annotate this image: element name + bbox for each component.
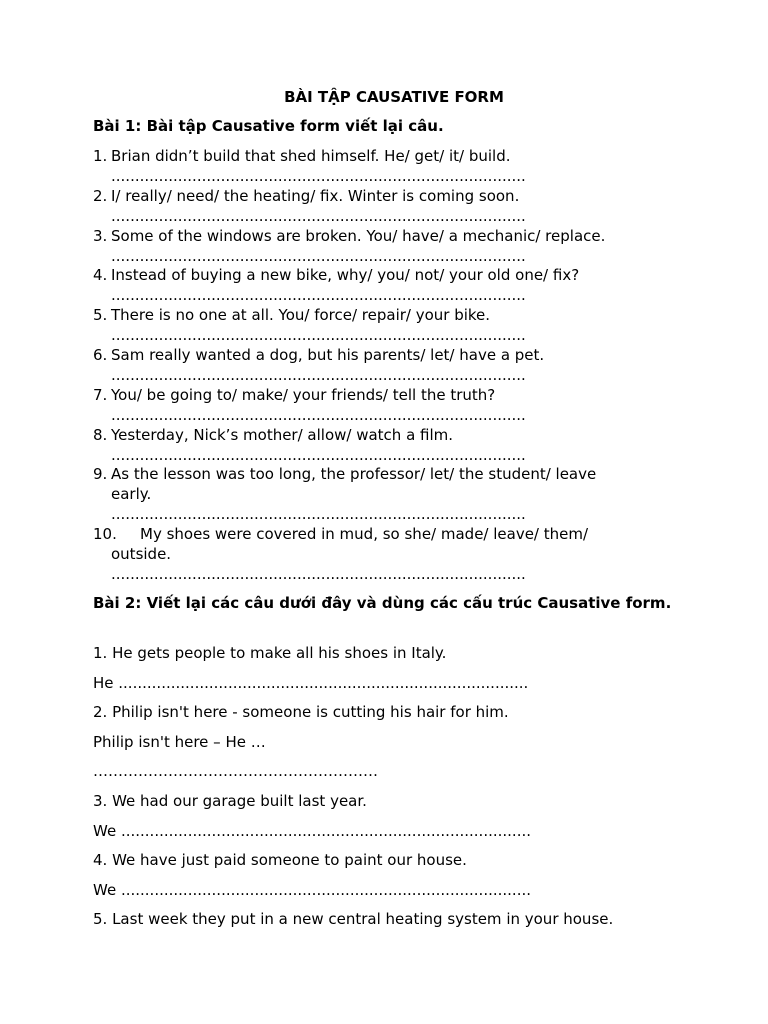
item-text: Sam really wanted a dog, but his parents/ let/ have a pet. xyxy=(111,346,545,364)
item-text: There is no one at all. You/ force/ repair/ your bike. xyxy=(111,306,491,324)
item-number: 10. xyxy=(93,525,117,543)
item-text: Yesterday, Nick’s mother/ allow/ watch a film. xyxy=(111,426,454,444)
item-text: Brian didn’t build that shed himself. He/ get/ it/ build. xyxy=(111,147,511,165)
exercise-line: 1. He gets people to make all his shoes in Italy. xyxy=(93,644,447,662)
page-title: BÀI TẬP CAUSATIVE FORM xyxy=(284,88,504,106)
exercise-line: 3. We had our garage built last year. xyxy=(93,792,367,810)
answer-dots: ………………………………………………… xyxy=(93,762,378,780)
item-number: 2. xyxy=(93,187,108,205)
section1-heading: Bài 1: Bài tập Causative form viết lại câu. xyxy=(93,117,444,135)
item-text: You/ be going to/ make/ your friends/ tell the truth? xyxy=(111,386,496,404)
answer-line: He ...................................................................................... xyxy=(93,674,529,692)
answer-dots: ....................................................................................... xyxy=(111,565,526,583)
item-number: 5. xyxy=(93,306,108,324)
section2-heading: Bài 2: Viết lại các câu dưới đây và dùng các cấu trúc Causative form. xyxy=(93,594,672,612)
answer-dots: ....................................................................................... xyxy=(111,406,526,424)
answer-dots: ....................................................................................... xyxy=(111,326,526,344)
item-number: 9. xyxy=(93,465,108,483)
answer-line: Philip isn't here – He … xyxy=(93,733,266,751)
item-number: 3. xyxy=(93,227,108,245)
item-number: 8. xyxy=(93,426,108,444)
item-text-continued: outside. xyxy=(111,545,172,563)
item-text: Some of the windows are broken. You/ have/ a mechanic/ replace. xyxy=(111,227,606,245)
answer-line: We ...................................................................................... xyxy=(93,822,532,840)
answer-dots: ....................................................................................... xyxy=(111,366,526,384)
item-number: 4. xyxy=(93,266,108,284)
answer-line: We ...................................................................................... xyxy=(93,881,532,899)
answer-dots: ....................................................................................... xyxy=(111,446,526,464)
exercise-line: 2. Philip isn't here - someone is cutting his hair for him. xyxy=(93,703,509,721)
answer-dots: ....................................................................................... xyxy=(111,286,526,304)
answer-dots: ....................................................................................... xyxy=(111,167,526,185)
answer-dots: ....................................................................................... xyxy=(111,207,526,225)
item-text: I/ really/ need/ the heating/ fix. Winter is coming soon. xyxy=(111,187,520,205)
exercise-line: 5. Last week they put in a new central heating system in your house. xyxy=(93,910,614,928)
item-number: 6. xyxy=(93,346,108,364)
answer-dots: ....................................................................................... xyxy=(111,247,526,265)
exercise-line: 4. We have just paid someone to paint our house. xyxy=(93,851,467,869)
item-text: My shoes were covered in mud, so she/ made/ leave/ them/ xyxy=(140,525,589,543)
item-text: As the lesson was too long, the professor/ let/ the student/ leave xyxy=(111,465,597,483)
item-text-continued: early. xyxy=(111,485,152,503)
item-number: 7. xyxy=(93,386,108,404)
item-text: Instead of buying a new bike, why/ you/ not/ your old one/ fix? xyxy=(111,266,580,284)
answer-dots: ....................................................................................... xyxy=(111,505,526,523)
item-number: 1. xyxy=(93,147,108,165)
